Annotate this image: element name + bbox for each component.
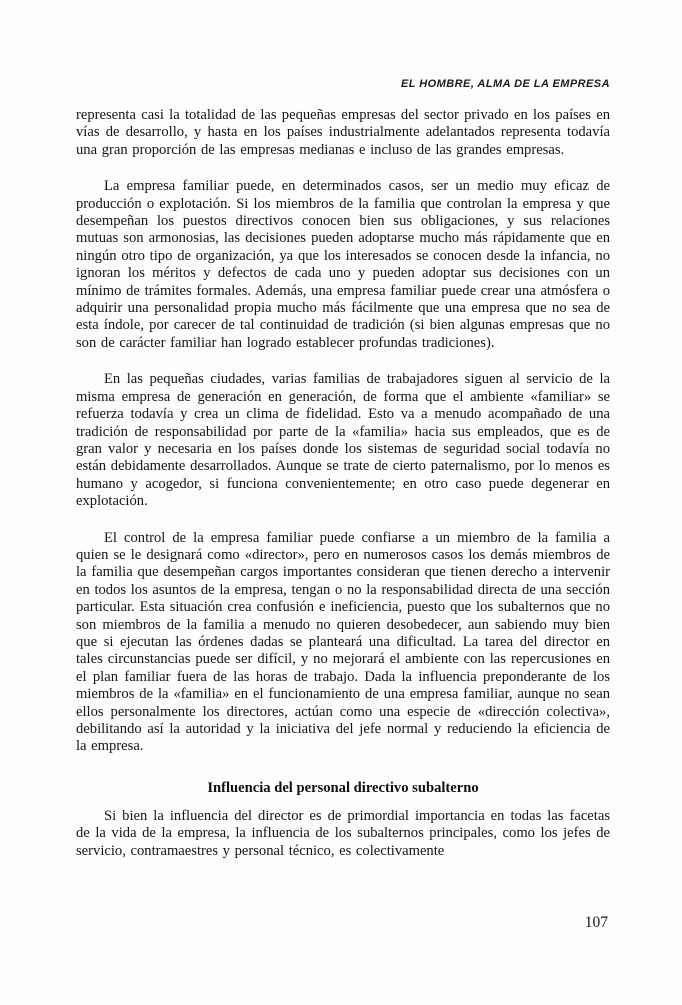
page-number: 107 bbox=[584, 914, 608, 931]
paragraph: En las pequeñas ciudades, varias familias de trabajadores siguen al servicio de la misma empresa de generación en generación, de forma que el ambiente «familiar» se refuerza todavía y crea un clima de fidelidad. Esto va a menudo acompañado de una tradición de responsabilidad por parte de la «familia» hacia sus empleados, que es de gran valor y necesaria en los países donde los sistemas de seguridad social todavía no están debidamente desarrollados. Aunque se trate de cierto paternalismo, por lo menos es humano y acogedor, si funciona convenientemente; en otro caso puede degenerar en explotación. bbox=[76, 371, 610, 510]
paragraph-continuation: representa casi la totalidad de las pequeñas empresas del sector privado en los países en vías de desarrollo, y hasta en los países industrialmente adelantados representa todavía una gran proporción de las empresas medianas e incluso de las grandes empresas. bbox=[76, 107, 610, 158]
paragraph: El control de la empresa familiar puede confiarse a un miembro de la familia a quien se le designará como «director», pero en numerosos casos los demás miembros de la familia que desempeñan cargos importantes consideran que tienen derecho a intervenir en todos los asuntos de la empresa, tengan o no la responsabilidad directa de una sección particular. Esta situación crea confusión e ineficiencia, puesto que los subalternos que no son miembros de la familia a menudo no quieren desobedecer, aun sabiendo muy bien que si ejecutan las órdenes dadas se planteará una dificultad. La tarea del director en tales circunstancias puede ser difícil, y no mejorará el ambiente con las repercusiones en el plan familiar fuera de las horas de trabajo. Dada la influencia preponderante de los miembros de la «familia» en el funcionamiento de una empresa familiar, aunque no sean ellos personalmente los directores, actúan como una especie de «dirección colectiva», debilitando así la autoridad y la iniciativa del jefe normal y reduciendo la eficiencia de la empresa. bbox=[76, 529, 610, 755]
running-header bbox=[76, 78, 610, 90]
running-header-title: EL HOMBRE, ALMA DE LA EMPRESA bbox=[400, 78, 610, 90]
section-heading: Influencia del personal directivo subalterno bbox=[207, 779, 479, 796]
paragraph: Si bien la influencia del director es de primordial importancia en todas las facetas de la vida de la empresa, la influencia de los subalternos principales, como los jefes de servicio, contramaestres y personal técnico, es colectivamente bbox=[76, 807, 610, 859]
paragraph: La empresa familiar puede, en determinados casos, ser un medio muy eficaz de producción o explotación. Si los miembros de la familia que controlan la empresa y que desempeñan los puestos directivos conocen bien sus obligaciones, y sus relaciones mutuas son armonosias, las decisiones pueden adoptarse mucho más rápidamente que en ningún otro tipo de organización, ya que los interesados se conocen desde la infancia, no ignoran los méritos y defectos de cada uno y pueden adoptar sus decisiones con un mínimo de trámites formales. Además, una empresa familiar puede crear una atmósfera o adquirir una personalidad propia mucho más fácilmente que una empresa que no sea de esta índole, por carecer de tal continuidad de tradición (si bien algunas empresas que no son de carácter familiar han logrado establecer profundas tradiciones). bbox=[76, 178, 610, 351]
page-body bbox=[76, 107, 610, 860]
